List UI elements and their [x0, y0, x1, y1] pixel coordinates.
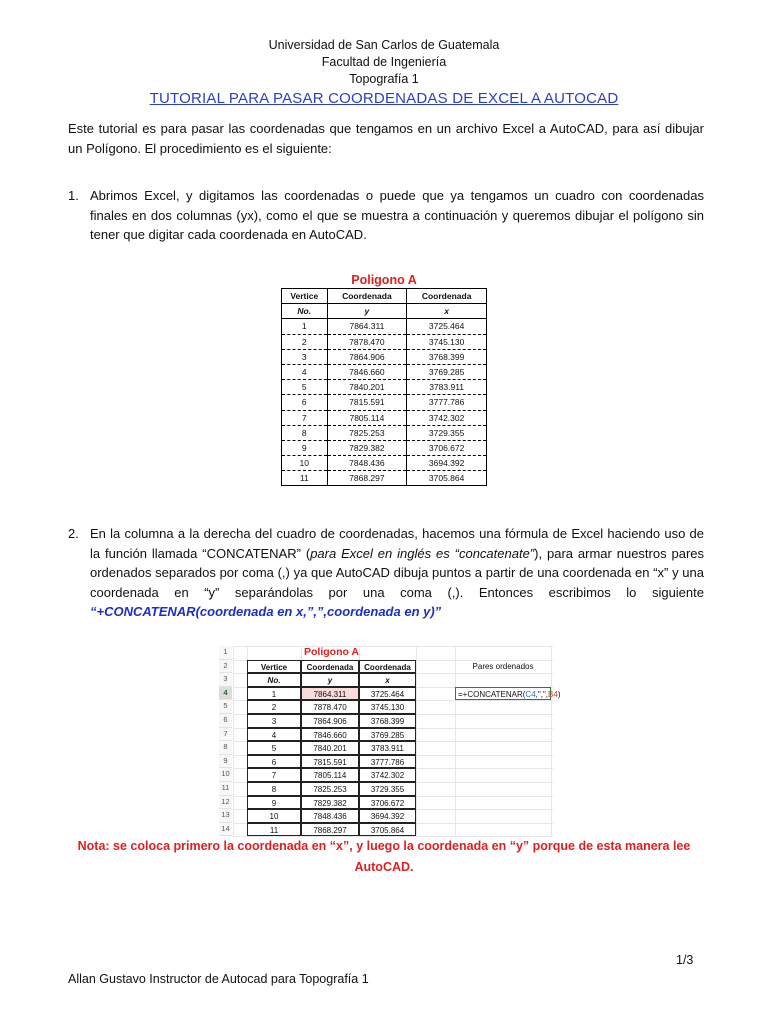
y-cell: 7848.436	[327, 456, 407, 471]
table-row	[282, 395, 487, 410]
step-2-text-a: En la columna a la derecha del cuadro de coordenadas, hacemos una fórmula de Excel haciendo uso de la función llamada “CONCATENAR” (	[90, 526, 704, 561]
x-cell: 3725.464	[407, 319, 487, 334]
formula-ref-b4: B4	[548, 689, 558, 699]
vertex-cell: 10	[282, 456, 328, 471]
excel-vertex-cell[interactable]: 11	[247, 823, 301, 837]
excel-table-title[interactable]: Poligono A	[303, 646, 360, 658]
table-title: Poligono A	[351, 273, 417, 287]
excel-header-cell[interactable]: Coordenada	[301, 660, 359, 674]
y-cell: 7846.660	[327, 364, 407, 379]
formula-separator: ,",",	[535, 689, 549, 699]
concatenar-formula: “+CONCATENAR(coordenada en x,”,”,coordenada en y)”	[90, 604, 442, 619]
x-cell: 3729.355	[407, 425, 487, 440]
y-cell: 7868.297	[327, 471, 407, 486]
excel-row-numbers	[219, 646, 232, 836]
excel-row-number[interactable]: 11	[219, 782, 232, 796]
excel-row-number[interactable]: 5	[219, 700, 232, 714]
excel-y-cell[interactable]: 7864.906	[301, 714, 359, 728]
excel-subheader-cell[interactable]: y	[301, 673, 359, 687]
formula-ref-c4: C4	[525, 689, 536, 699]
tutorial-title: TUTORIAL PARA PASAR COORDENADAS DE EXCEL A AUTOCAD	[149, 90, 619, 107]
excel-row-number[interactable]: 7	[219, 728, 232, 742]
x-cell: 3706.672	[407, 440, 487, 455]
university-name: Universidad de San Carlos de Guatemala	[268, 38, 500, 52]
vertex-cell: 4	[282, 364, 328, 379]
excel-header-cell[interactable]: Vertice	[247, 660, 301, 674]
step-2-number: 2.	[68, 526, 79, 541]
excel-y-cell[interactable]: 7829.382	[301, 796, 359, 810]
excel-x-cell[interactable]: 3783.911	[359, 741, 416, 755]
document-header	[0, 37, 768, 107]
excel-y-cell[interactable]: 7815.591	[301, 755, 359, 769]
vertex-cell: 5	[282, 380, 328, 395]
step-1-number: 1.	[68, 188, 79, 203]
excel-row-number[interactable]: 10	[219, 768, 232, 782]
vertex-cell: 6	[282, 395, 328, 410]
step-2-text-italic: para Excel en inglés es “concatenate”	[310, 545, 535, 561]
gridline	[233, 646, 234, 836]
page-number: 1/3	[676, 953, 694, 967]
excel-vertex-cell[interactable]: 6	[247, 755, 301, 769]
vertex-cell: 1	[282, 319, 328, 334]
excel-vertex-cell[interactable]: 4	[247, 728, 301, 742]
header-coordenada-x: Coordenada	[407, 289, 487, 304]
footer-text: Allan Gustavo Instructor de Autocad para Topografía 1	[68, 972, 369, 986]
formula-suffix: )	[557, 689, 561, 699]
step-1-text: Abrimos Excel, y digitamos las coordenadas o puede que ya tengamos un cuadro con coordenadas finales en dos columnas (yx), como el que se muestra a continuación y queremos dibujar el polígono sin tener que digitar cada coordenada en AutoCAD.	[90, 188, 704, 242]
excel-row-number[interactable]: 1	[219, 646, 232, 660]
step-2	[68, 524, 704, 622]
table-subheader-row	[282, 304, 487, 319]
formula-input-cell[interactable]	[455, 687, 561, 701]
excel-x-cell[interactable]: 3745.130	[359, 700, 416, 714]
excel-subheader-cell[interactable]: x	[359, 673, 416, 687]
excel-vertex-cell[interactable]: 8	[247, 782, 301, 796]
excel-x-cell[interactable]: 3706.672	[359, 796, 416, 810]
subheader-x: x	[407, 304, 487, 319]
vertex-cell: 3	[282, 349, 328, 364]
vertex-cell: 2	[282, 334, 328, 349]
table-row	[282, 425, 487, 440]
excel-row-number[interactable]: 6	[219, 714, 232, 728]
excel-x-cell[interactable]: 3705.864	[359, 823, 416, 837]
coordinates-table	[281, 272, 487, 486]
excel-x-cell[interactable]: 3769.285	[359, 728, 416, 742]
step-1	[68, 186, 704, 245]
excel-row-number[interactable]: 9	[219, 755, 232, 769]
table-row	[282, 319, 487, 334]
y-cell: 7805.114	[327, 410, 407, 425]
step-2-text-b: ), para armar nuestros pares ordenados separados por coma (,) ya que AutoCAD dibuja puntos a partir de una coordenada en “x” y una coordenada en “y” separándolas por una coma (,). Entonces escribimos lo siguiente	[90, 545, 705, 600]
excel-row-number[interactable]: 2	[219, 660, 232, 674]
course-name: Topografía 1	[349, 72, 419, 86]
x-cell: 3694.392	[407, 456, 487, 471]
excel-y-cell[interactable]: 7840.201	[301, 741, 359, 755]
table-row	[282, 349, 487, 364]
note-text: Nota: se coloca primero la coordenada en “x”, y luego la coordenada en “y” porque de esta manera lee AutoCAD.	[77, 839, 691, 874]
table-row	[282, 456, 487, 471]
y-cell: 7840.201	[327, 380, 407, 395]
excel-x-cell[interactable]: 3694.392	[359, 809, 416, 823]
formula-prefix: =+CONCATENAR(	[458, 689, 526, 699]
excel-row-number[interactable]: 13	[219, 809, 232, 823]
excel-y-cell[interactable]: 7868.297	[301, 823, 359, 837]
faculty-name: Facultad de Ingeniería	[321, 55, 447, 69]
excel-header-cell[interactable]: Coordenada	[359, 660, 416, 674]
excel-vertex-cell[interactable]: 2	[247, 700, 301, 714]
gridline	[416, 646, 417, 836]
y-cell: 7829.382	[327, 440, 407, 455]
table-row	[282, 364, 487, 379]
polygon-table	[281, 288, 487, 486]
excel-x-cell[interactable]: 3768.399	[359, 714, 416, 728]
excel-subheader-cell[interactable]: No.	[247, 673, 301, 687]
excel-y-cell[interactable]: 7846.660	[301, 728, 359, 742]
table-row	[282, 410, 487, 425]
table-row	[282, 380, 487, 395]
y-cell: 7878.470	[327, 334, 407, 349]
x-cell: 3768.399	[407, 349, 487, 364]
y-cell: 7864.906	[327, 349, 407, 364]
table-row	[282, 334, 487, 349]
excel-x-cell[interactable]: 3742.302	[359, 768, 416, 782]
excel-y-cell[interactable]: 7848.436	[301, 809, 359, 823]
excel-vertex-cell[interactable]: 3	[247, 714, 301, 728]
table-header-row	[282, 289, 487, 304]
y-cell: 7825.253	[327, 425, 407, 440]
subheader-no: No.	[282, 304, 328, 319]
excel-row-number[interactable]: 14	[219, 823, 232, 837]
excel-x-cell[interactable]: 3725.464	[359, 687, 416, 701]
x-cell: 3742.302	[407, 410, 487, 425]
table-row	[282, 440, 487, 455]
excel-x-cell[interactable]: 3777.786	[359, 755, 416, 769]
y-cell: 7815.591	[327, 395, 407, 410]
step-2-text	[90, 524, 704, 622]
vertex-cell: 11	[282, 471, 328, 486]
intro-paragraph: Este tutorial es para pasar las coordenadas que tengamos en un archivo Excel a AutoCAD, para así dibujar un Polígono. El procedimiento es el siguiente:	[68, 121, 704, 156]
gridline	[455, 646, 456, 836]
x-cell: 3777.786	[407, 395, 487, 410]
x-cell: 3745.130	[407, 334, 487, 349]
excel-y-cell[interactable]: 7878.470	[301, 700, 359, 714]
y-cell: 7864.311	[327, 319, 407, 334]
excel-y-cell[interactable]: 7825.253	[301, 782, 359, 796]
vertex-cell: 7	[282, 410, 328, 425]
excel-row-number[interactable]: 12	[219, 796, 232, 810]
excel-vertex-cell[interactable]: 1	[247, 687, 301, 701]
excel-screenshot	[219, 646, 561, 835]
header-vertice: Vertice	[282, 289, 328, 304]
subheader-y: y	[327, 304, 407, 319]
excel-y-cell[interactable]: 7864.311	[301, 687, 359, 701]
excel-vertex-cell[interactable]: 9	[247, 796, 301, 810]
excel-vertex-cell[interactable]: 7	[247, 768, 301, 782]
excel-vertex-cell[interactable]: 10	[247, 809, 301, 823]
header-coordenada-y: Coordenada	[327, 289, 407, 304]
pairs-header-cell[interactable]: Pares ordenados	[472, 661, 534, 671]
excel-row-number[interactable]: 8	[219, 741, 232, 755]
x-cell: 3783.911	[407, 380, 487, 395]
x-cell: 3705.864	[407, 471, 487, 486]
vertex-cell: 9	[282, 440, 328, 455]
excel-x-cell[interactable]: 3729.355	[359, 782, 416, 796]
excel-row-number[interactable]: 3	[219, 673, 232, 687]
gridline	[551, 646, 552, 836]
table-row	[282, 471, 487, 486]
vertex-cell: 8	[282, 425, 328, 440]
excel-row-number[interactable]: 4	[219, 687, 232, 701]
excel-y-cell[interactable]: 7805.114	[301, 768, 359, 782]
excel-vertex-cell[interactable]: 5	[247, 741, 301, 755]
x-cell: 3769.285	[407, 364, 487, 379]
